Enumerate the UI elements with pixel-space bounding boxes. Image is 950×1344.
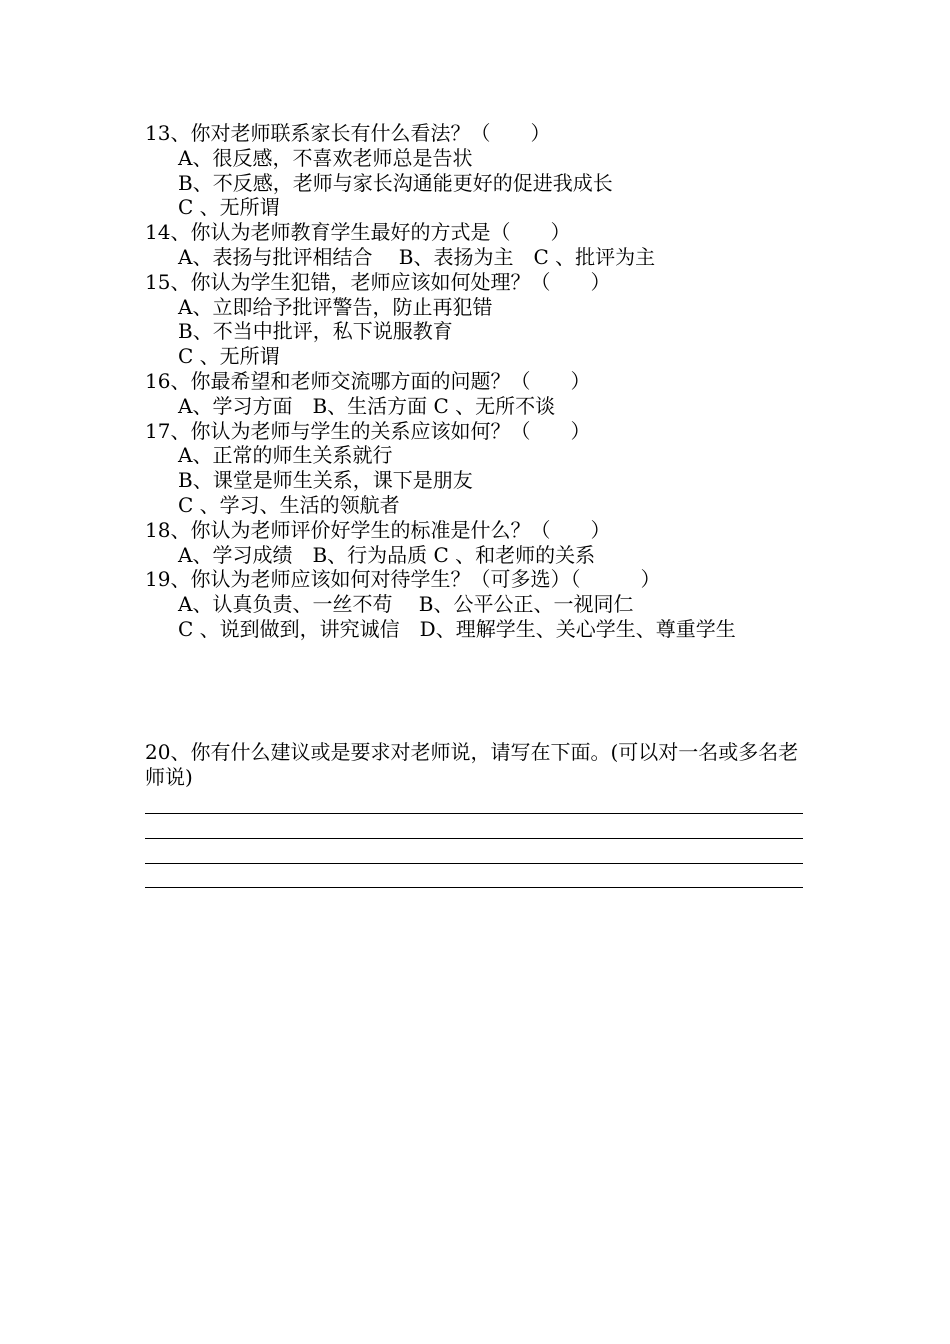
question-block	[145, 419, 807, 518]
question-text: 19、你认为老师应该如何对待学生？（可多选）（ ）	[145, 567, 661, 592]
question-block	[145, 121, 807, 220]
spacer	[145, 642, 807, 740]
questionnaire-page	[145, 121, 807, 888]
question-block	[145, 220, 807, 270]
answer-line[interactable]	[145, 814, 803, 839]
option-line: B、不当中批评，私下说服教育	[178, 319, 453, 344]
option-line: B、不反感，老师与家长沟通能更好的促进我成长	[178, 170, 613, 195]
option-line: C 、学习、生活的领航者	[178, 492, 400, 517]
option-line: A、表扬与批评相结合 B、表扬为主 C 、批评为主	[178, 244, 656, 269]
question-text: 13、你对老师联系家长有什么看法？（ ）	[145, 121, 551, 145]
question-text: 14、你认为老师教育学生最好的方式是（ ）	[145, 220, 571, 245]
question-block	[145, 518, 807, 568]
option-line: C 、说到做到，讲究诚信 D、理解学生、关心学生、尊重学生	[178, 616, 736, 641]
answer-line[interactable]	[145, 790, 803, 815]
question-block	[145, 567, 807, 641]
question-block	[145, 270, 807, 369]
answer-lines	[145, 790, 807, 888]
answer-line[interactable]	[145, 839, 803, 864]
option-line: A、立即给予批评警告，防止再犯错	[178, 294, 493, 319]
option-line: A、学习方面 B、生活方面 C 、无所不谈	[178, 393, 556, 418]
option-line: C 、无所谓	[178, 344, 280, 369]
question-text: 17、你认为老师与学生的关系应该如何？（ ）	[145, 418, 591, 443]
option-line: A、很反感，不喜欢老师总是告状	[178, 145, 473, 170]
question-text: 15、你认为学生犯错，老师应该如何处理？（ ）	[145, 269, 611, 294]
question-text: 18、你认为老师评价好学生的标准是什么？（ ）	[145, 517, 611, 542]
option-line: A、学习成绩 B、行为品质 C 、和老师的关系	[178, 542, 596, 567]
question-block	[145, 369, 807, 419]
question-list	[145, 121, 807, 642]
option-line: B、课堂是师生关系，课下是朋友	[178, 468, 473, 493]
answer-line[interactable]	[145, 864, 803, 889]
question-text: 16、你最希望和老师交流哪方面的问题？（ ）	[145, 368, 591, 393]
open-question-20: 20、你有什么建议或是要求对老师说，请写在下面。(可以对一名或多名老师说)	[145, 739, 799, 789]
option-line: A、认真负责、一丝不苟 B、公平公正、一视同仁	[178, 592, 634, 617]
option-line: C 、无所谓	[178, 195, 280, 220]
option-line: A、正常的师生关系就行	[178, 443, 393, 468]
